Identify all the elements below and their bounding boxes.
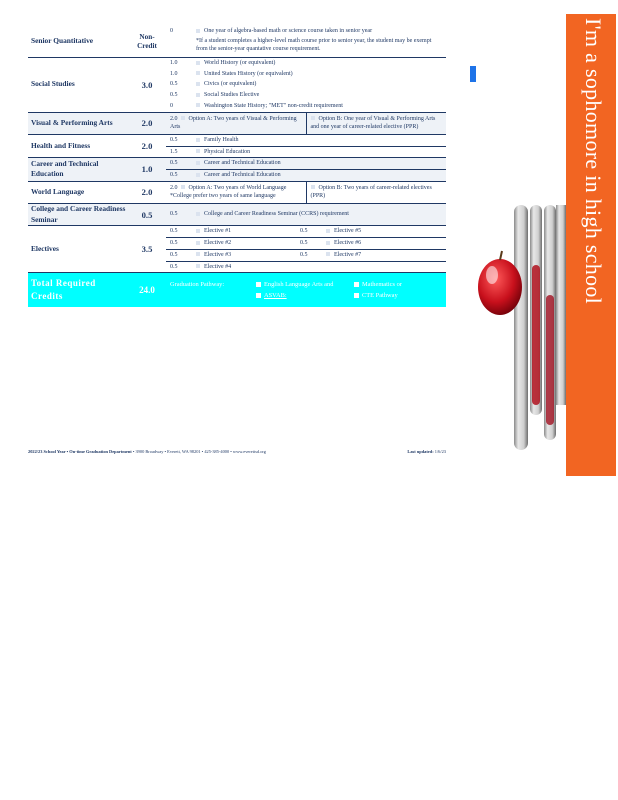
requirement-item: 1.0 United States History (or equivalent)	[170, 70, 293, 77]
requirement-item: 1.5 Physical Education	[166, 146, 446, 158]
checkbox-icon	[196, 61, 200, 65]
row-career-technical	[28, 158, 446, 181]
checkbox-icon	[196, 138, 200, 142]
checkbox-icon	[196, 212, 200, 216]
checkbox-icon	[181, 116, 185, 120]
pathway-label: Graduation Pathway:	[170, 280, 225, 288]
category-label: Electives	[31, 243, 59, 253]
requirement-details	[166, 112, 446, 134]
checkbox-icon	[181, 185, 185, 189]
category-label: Social Studies	[31, 79, 75, 89]
photo-illustration	[470, 205, 566, 475]
requirement-item: 0.5 Career and Technical Education	[170, 160, 281, 167]
checkbox-icon	[196, 229, 200, 233]
credits-value	[128, 26, 166, 58]
requirement-note: *If a student completes a higher-level math course prior to senior year, the student may be exempt from the senior-year quantative course requirement.	[196, 37, 432, 53]
requirement-item: 0 Washington State History; "MET" non-credit requirement	[170, 102, 343, 109]
sidebar-vertical-text: I'm a sophomore in high school	[581, 18, 606, 305]
item-credits: 0	[170, 28, 173, 34]
requirement-item: 0.5 Family Health	[170, 136, 239, 143]
checkbox-icon	[196, 173, 200, 177]
credits-value: 2.0	[128, 112, 166, 134]
pathway-option-cte[interactable]: CTE Pathway	[354, 291, 440, 300]
checkbox-icon	[311, 116, 315, 120]
checkbox-icon	[196, 161, 200, 165]
row-world-language	[28, 181, 446, 203]
checkbox-icon	[326, 241, 330, 245]
pathway-option-asvab[interactable]: ASVAB:	[256, 291, 354, 300]
requirement-item: 0.5 College and Career Readiness Seminar (CCRS) requirement	[170, 211, 349, 218]
option-b: Option B: One year of Visual & Performing Arts and one year of career-related elective (PPR)	[306, 113, 447, 134]
checkbox-icon	[196, 103, 200, 107]
credits-value: 3.0	[141, 79, 153, 90]
credits-value: 2.0	[141, 187, 153, 198]
checkbox-icon	[326, 252, 330, 256]
category-label: College and Career Readiness Seminar	[28, 204, 128, 226]
checkbox-icon	[354, 293, 359, 298]
checkbox-icon	[326, 229, 330, 233]
requirement-item: 0.5 Social Studies Elective	[170, 92, 260, 99]
sidebar-banner	[566, 14, 616, 476]
graduation-pathway	[166, 273, 446, 308]
requirement-item	[166, 26, 446, 37]
category-label: World Language	[31, 186, 85, 196]
checkbox-icon	[196, 93, 200, 97]
row-ccrs	[28, 204, 446, 226]
option-a: 2.0 Option A: Two years of World Language *College prefer two years of same language	[170, 184, 287, 200]
checkbox-icon	[256, 282, 261, 287]
item-text: One year of algebra-based math or science course taken in senior year	[204, 28, 373, 34]
requirement-item: 0.5 Civics (or equivalent)	[170, 81, 257, 88]
row-visual-performing-arts	[28, 112, 446, 134]
table-row: 0.5 Elective #4	[166, 261, 446, 272]
table-row: 0.5 Elective #3 0.5 Elective #7	[166, 249, 446, 261]
requirement-item: 0.5 Career and Technical Education	[166, 169, 446, 181]
credits-value: 1.0	[128, 158, 166, 181]
requirement-details	[166, 26, 446, 58]
checkbox-icon	[196, 149, 200, 153]
checkbox-icon	[256, 293, 261, 298]
footer-left: 2022/23 School Year • On-time Graduation Department	[28, 449, 132, 454]
checkbox-icon	[196, 29, 200, 33]
credits-value: 0.5	[128, 204, 166, 226]
table-row: 0.5 Elective #2 0.5 Elective #6	[166, 238, 446, 250]
table-row: 0.5 Elective #1 0.5 Elective #5	[170, 228, 362, 235]
category-label: Career and Technical Education	[28, 158, 128, 181]
electives-grid	[166, 226, 446, 272]
page-footer	[28, 449, 446, 454]
checkbox-icon	[196, 264, 200, 268]
requirement-details	[166, 134, 446, 157]
category-label: Visual & Performing Arts	[28, 112, 128, 134]
requirement-item: 1.0 World History (or equivalent)	[170, 60, 276, 67]
row-health-fitness	[28, 134, 446, 157]
pathway-option-ela[interactable]: English Language Arts and	[256, 280, 354, 289]
footer-updated-value: 1/6/23	[434, 449, 446, 454]
pathway-option-math[interactable]: Mathematics or	[354, 280, 440, 289]
requirement-details	[166, 158, 446, 181]
requirements-table	[28, 26, 446, 307]
credits-line-2: Credit	[137, 41, 157, 50]
total-label: Total Required Credits	[28, 273, 128, 308]
option-b: Option B: Two years of career-related electives (PPR)	[306, 182, 447, 203]
checkbox-icon	[196, 82, 200, 86]
apple-test-tubes-photo	[470, 205, 566, 475]
row-senior-quantitative	[28, 26, 446, 58]
requirement-details	[166, 226, 446, 273]
credits-line-1: Non-	[139, 32, 155, 41]
requirement-details	[166, 204, 446, 226]
row-total	[28, 273, 446, 308]
option-group	[166, 182, 446, 203]
checkbox-icon	[354, 282, 359, 287]
requirement-details	[166, 181, 446, 203]
total-credits: 24.0	[128, 273, 166, 308]
credits-value: 2.0	[141, 140, 153, 151]
option-a: 2.0 Option A: Two years of Visual & Performing Arts	[170, 115, 297, 131]
option-note: *College prefer two years of same language	[170, 193, 276, 200]
category-label: Senior Quantitative	[31, 36, 94, 46]
accent-bar	[470, 66, 476, 82]
credits-value: 3.5	[141, 244, 153, 255]
requirements-document	[28, 26, 446, 307]
checkbox-icon	[196, 241, 200, 245]
footer-address: • 3900 Broadway • Everett, WA 98201 • 425-385-4000 • www.everettsd.org	[132, 449, 266, 454]
category-label: Health and Fitness	[31, 140, 91, 150]
checkbox-icon	[196, 71, 200, 75]
row-social-studies	[28, 58, 446, 112]
option-group	[166, 113, 446, 134]
checkbox-icon	[196, 252, 200, 256]
footer-updated-label: Last updated:	[407, 449, 434, 454]
checkbox-icon	[311, 185, 315, 189]
requirement-details	[166, 58, 446, 112]
row-electives	[28, 226, 446, 273]
